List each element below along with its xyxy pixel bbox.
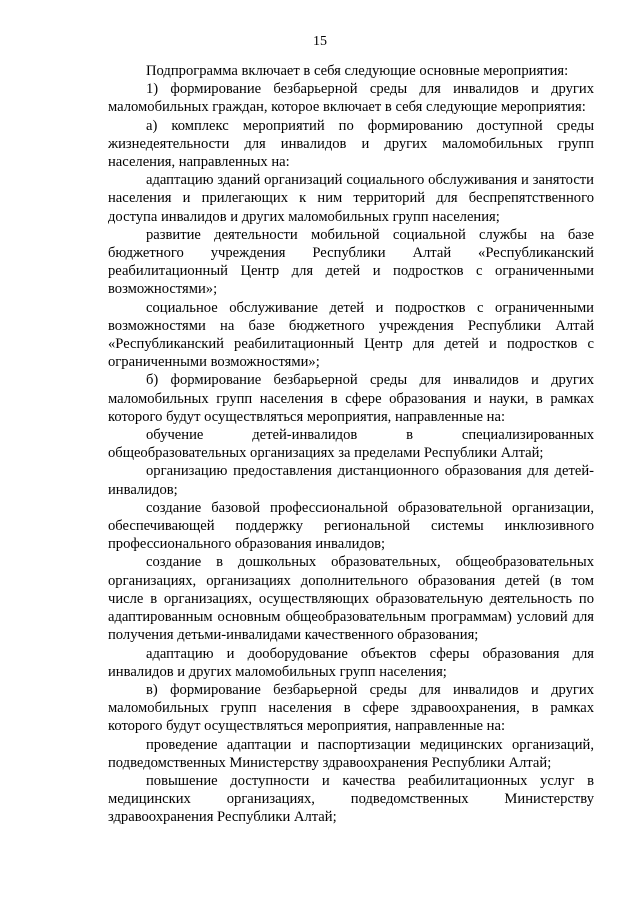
list-item-paragraph: создание в дошкольных образовательных, общеобразовательных организациях, организациях дополнительного образования детей (в том числе в организациях, осуществляющих образовательную деятельность по адаптированным основным общеобразовательным программам) условий для получения детьми-инвалидами качественного образования; [108, 554, 594, 644]
subsection-c-paragraph: в) формирование безбарьерной среды для инвалидов и других маломобильных групп населения в сфере здравоохранения, в рамках которого будут осуществляться мероприятия, направленные на: [108, 681, 594, 735]
subsection-b-paragraph: б) формирование безбарьерной среды для инвалидов и других маломобильных групп населения в сфере образования и науки, в рамках которого будут осуществляться мероприятия, направленные на: [108, 372, 594, 425]
list-item-paragraph: социальное обслуживание детей и подростков с ограниченными возможностями на базе бюджетного учреждения Республики Алтай «Республиканский реабилитационный Центр для детей и подростков с ограниченными возможностями»; [108, 299, 594, 371]
list-item-paragraph: повышение доступности и качества реабилитационных услуг в медицинских организациях, подведомственных Министерству здравоохранения Республики Алтай; [108, 772, 594, 826]
list-item-paragraph: обучение детей-инвалидов в специализированных общеобразовательных организациях за пределами Республики Алтай; [108, 427, 594, 462]
intro-paragraph: Подпрограмма включает в себя следующие основные мероприятия: [146, 63, 569, 79]
list-item-paragraph: организацию предоставления дистанционного образования для детей-инвалидов; [108, 463, 594, 498]
list-item-paragraph: создание базовой профессиональной образовательной организации, обеспечивающей поддержку региональной системы инклюзивного профессионального образования инвалидов; [108, 499, 594, 553]
document-body [108, 62, 594, 827]
subsection-a-paragraph: а) комплекс мероприятий по формированию доступной среды жизнедеятельности для инвалидов и других маломобильных групп населения, направленных на: [108, 117, 594, 171]
list-item-paragraph: адаптацию и дооборудование объектов сферы образования для инвалидов и других маломобильных групп населения; [108, 645, 594, 680]
list-item-paragraph: проведение адаптации и паспортизации медицинских организаций, подведомственных Министерству здравоохранения Республики Алтай; [108, 736, 594, 771]
list-item-paragraph: развитие деятельности мобильной социальной службы на базе бюджетного учреждения Республики Алтай «Республиканский реабилитационный Центр для детей и подростков с ограниченными возможностями»; [108, 226, 594, 298]
page-number: 15 [313, 34, 327, 49]
section-1-paragraph: 1) формирование безбарьерной среды для инвалидов и других маломобильных граждан, которое включает в себя следующие мероприятия: [108, 81, 594, 116]
list-item-paragraph: адаптацию зданий организаций социального обслуживания и занятости населения и прилегающих к ним территорий для беспрепятственного доступа инвалидов и других маломобильных групп населения; [108, 172, 594, 225]
